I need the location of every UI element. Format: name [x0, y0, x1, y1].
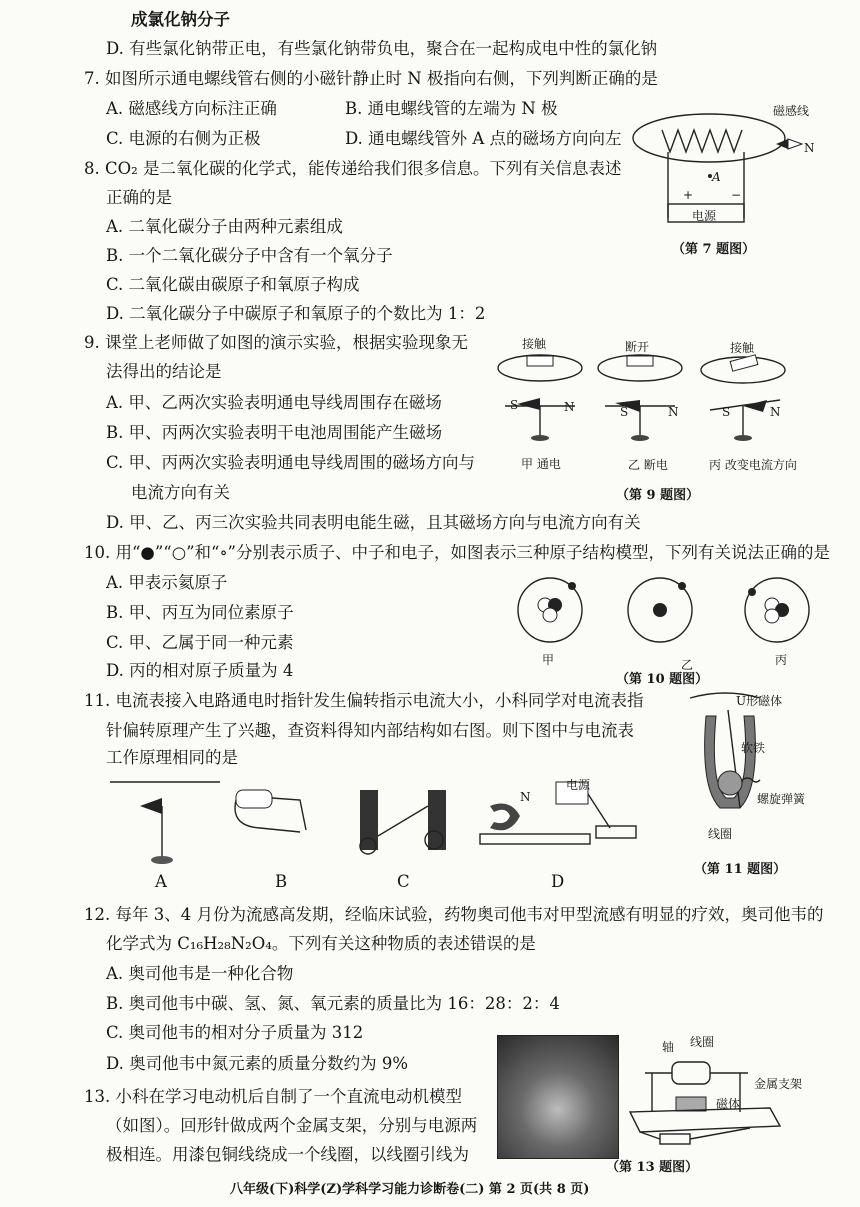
q9-option-c-1: C. 甲、丙两次实验表明通电导线周围的磁场方向与: [106, 453, 476, 472]
q9-s-2: S: [620, 405, 629, 419]
q8-option-b: B. 一个二氧化碳分子中含有一个氧分子: [106, 246, 393, 265]
q13-stem-2: （如图）。回形针做成两个金属支架，分别与电源两: [106, 1116, 478, 1135]
q7-label-minus: −: [731, 188, 742, 202]
q9-n-3: N: [770, 405, 781, 419]
q11-label-n: N: [520, 790, 531, 804]
q7-option-d: D. 通电螺线管外 A 点的磁场方向向左: [345, 129, 622, 148]
q12-option-c: C. 奥司他韦的相对分子质量为 312: [106, 1023, 364, 1042]
q9-figure: [495, 340, 825, 450]
q9-option-a: A. 甲、乙两次实验表明通电导线周围存在磁场: [106, 393, 442, 412]
q12-stem-1: 12. 每年 3、4 月份为流感高发期，经临床试验，药物奥司他韦对甲型流感有明显的疗效，奥司他韦的: [84, 905, 824, 924]
q9-s-3: S: [722, 405, 731, 419]
page-footer: 八年级(下)科学(Z)学科学习能力诊断卷(二) 第 2 页(共 8 页): [230, 1182, 590, 1197]
q8-stem-1: 8. CO₂ 是二氧化碳的化学式，能传递给我们很多信息。下列有关信息表述: [84, 159, 622, 178]
q6-option-d: D. 有些氯化钠带正电，有些氯化钠带负电，聚合在一起构成电中性的氯化钠: [106, 39, 658, 58]
q7-option-c: C. 电源的右侧为正极: [106, 129, 261, 148]
q11-stem-1: 11. 电流表接入电路通电时指针发生偏转指示电流大小，小科同学对电流表指: [84, 691, 644, 710]
q10-option-d: D. 丙的相对原子质量为 4: [106, 661, 294, 680]
q9-yi-top: 断开: [625, 340, 650, 354]
q12-option-a: A. 奥司他韦是一种化合物: [106, 964, 294, 983]
q11-label-iron: 软铁: [741, 741, 766, 755]
q11-label-source: 电源: [566, 778, 591, 792]
q11-label-spring: 螺旋弹簧: [757, 792, 806, 806]
q11-label-coil: 线圈: [708, 827, 733, 841]
q7-label-a: A: [712, 170, 721, 184]
q8-option-a: A. 二氧化碳分子由两种元素组成: [106, 217, 343, 236]
q9-n-1: N: [564, 400, 575, 414]
q9-s-1: S: [510, 398, 519, 412]
q13-stem-1: 13. 小科在学习电动机后自制了一个直流电动机模型: [84, 1087, 462, 1106]
q9-option-c-2: 电流方向有关: [131, 483, 230, 502]
q9-jia: 甲 通电: [521, 457, 561, 471]
q7-label-n: N: [804, 141, 815, 155]
q9-yi: 乙 断电: [628, 458, 668, 472]
q7-stem: 7. 如图所示通电螺线管右侧的小磁针静止时 N 极指向右侧，下列判断正确的是: [84, 69, 658, 88]
q9-bing-top: 接触: [730, 341, 755, 355]
q9-stem-2: 法得出的结论是: [106, 362, 222, 381]
q7-caption: （第 7 题图）: [672, 242, 756, 257]
q8-stem-2: 正确的是: [106, 188, 172, 207]
q7-figure: [632, 100, 832, 240]
q7-option-a: A. 磁感线方向标注正确: [106, 99, 277, 118]
q11-label-magnet: U形磁体: [736, 694, 783, 708]
q12-option-d: D. 奥司他韦中氮元素的质量分数约为 9%: [106, 1054, 409, 1073]
q11-stem-2: 针偏转原理产生了兴趣，查资料得知内部结构如右图。则下图中与电流表: [106, 721, 634, 740]
q10-stem: 10. 用“●”“○”和“∘”分别表示质子、中子和电子，如图表示三种原子结构模型，下列有关说法正确的是: [84, 543, 830, 562]
q9-jia-top: 接触: [522, 337, 547, 351]
q7-label-plus: +: [683, 188, 694, 202]
q13-label-magnet: 磁体: [716, 1097, 741, 1111]
q13-stem-3: 极相连。用漆包铜线绕成一个线圈，以线圈引线为: [106, 1145, 469, 1164]
q6-line: 成氯化钠分子: [131, 10, 230, 29]
q9-bing: 丙 改变电流方向: [709, 458, 797, 472]
q11-choice-a: A: [155, 872, 167, 891]
q12-option-b: B. 奥司他韦中碳、氢、氮、氧元素的质量比为 16：28：2：4: [106, 994, 560, 1013]
q9-n-2: N: [668, 405, 679, 419]
q11-choice-c: C: [397, 872, 410, 891]
q9-caption: （第 9 题图）: [616, 488, 700, 503]
q9-option-d: D. 甲、乙、丙三次实验共同表明电能生磁，且其磁场方向与电流方向有关: [106, 513, 641, 532]
q9-stem-1: 9. 课堂上老师做了如图的演示实验，根据实验现象无: [84, 333, 468, 352]
q11-choice-b: B: [275, 872, 288, 891]
q8-option-c: C. 二氧化碳由碳原子和氧原子构成: [106, 275, 360, 294]
q10-bing: 丙: [775, 653, 788, 667]
q11-stem-3: 工作原理相同的是: [106, 748, 238, 767]
q13-photo: [497, 1035, 619, 1159]
q11-ammeter-figure: [680, 688, 800, 848]
q7-label-source: 电源: [692, 209, 717, 223]
q10-option-c: C. 甲、乙属于同一种元素: [106, 633, 294, 652]
q10-yi: 乙: [681, 658, 694, 672]
q8-option-d: D. 二氧化碳分子中碳原子和氧原子的个数比为 1：2: [106, 304, 486, 323]
q13-label-coil: 线圈: [690, 1035, 715, 1049]
q7-label-field: 磁感线: [773, 104, 810, 118]
q11-caption: （第 11 题图）: [694, 862, 787, 877]
q12-stem-2: 化学式为 C₁₆H₂₈N₂O₄。下列有关这种物质的表述错误的是: [106, 934, 536, 953]
q10-option-a: A. 甲表示氦原子: [106, 573, 228, 592]
q13-diagram: [630, 1042, 780, 1152]
q10-jia: 甲: [542, 653, 555, 667]
q13-label-bracket: 金属支架: [754, 1077, 803, 1091]
q11-choice-d: D: [551, 872, 565, 891]
q10-option-b: B. 甲、丙互为同位素原子: [106, 603, 294, 622]
q13-label-axle: 轴: [662, 1040, 675, 1054]
q10-figure: [515, 572, 815, 652]
q10-caption: （第 10 题图）: [616, 672, 709, 687]
q13-caption: （第 13 题图）: [606, 1160, 699, 1175]
q7-option-b: B. 通电螺线管的左端为 N 极: [345, 99, 558, 118]
q9-option-b: B. 甲、丙两次实验表明干电池周围能产生磁场: [106, 423, 443, 442]
